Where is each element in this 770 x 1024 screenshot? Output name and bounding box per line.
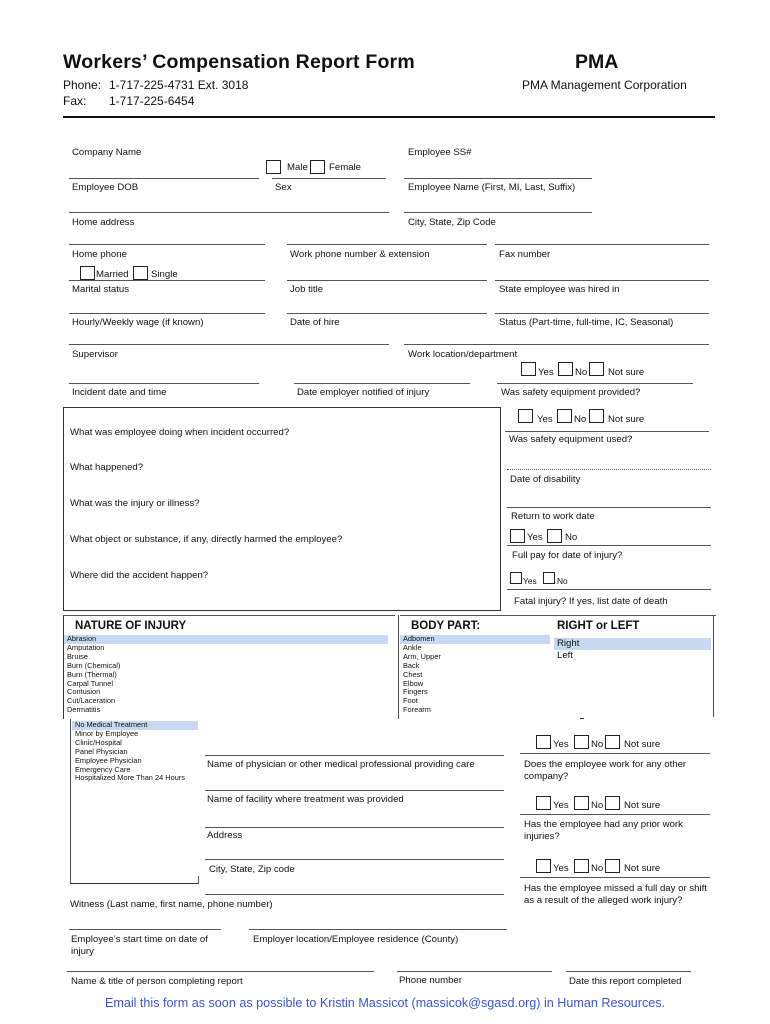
missed-no-checkbox[interactable] bbox=[574, 859, 589, 873]
body-part-option[interactable]: Chest bbox=[403, 669, 423, 679]
right-left-list[interactable] bbox=[554, 638, 711, 662]
body-part-list[interactable] bbox=[400, 635, 550, 715]
nature-option[interactable]: Bruise bbox=[67, 651, 88, 661]
label-date-notified: Date employer notified of injury bbox=[297, 387, 430, 398]
nature-of-injury-header: NATURE OF INJURY bbox=[75, 620, 187, 632]
work-other-yes-checkbox[interactable] bbox=[536, 735, 551, 749]
line-return-to-work[interactable] bbox=[507, 507, 711, 508]
label-safety-used: Was safety equipment used? bbox=[509, 434, 633, 445]
label-where: Where did the accident happen? bbox=[70, 570, 209, 581]
nature-option[interactable]: Dermatitis bbox=[67, 705, 101, 715]
line-home-address[interactable] bbox=[69, 244, 265, 245]
company-name-header: PMA Management Corporation bbox=[522, 78, 687, 92]
line-state-hired[interactable] bbox=[495, 313, 709, 314]
label-what-happened: What happened? bbox=[70, 462, 144, 473]
safety-provided-no-checkbox[interactable] bbox=[558, 362, 573, 376]
body-part-option[interactable]: Elbow bbox=[403, 678, 424, 688]
label-marital-status: Marital status bbox=[72, 284, 130, 295]
injury-table-divider bbox=[398, 615, 399, 719]
injury-table-top bbox=[63, 615, 395, 616]
phone-value: 1-717-225-4731 Ext. 3018 bbox=[109, 78, 249, 92]
fax-label: Fax: bbox=[63, 94, 87, 108]
label-single: Single bbox=[151, 269, 178, 280]
label-full-pay: Full pay for date of injury? bbox=[512, 550, 623, 561]
line-employee-ss[interactable] bbox=[404, 178, 592, 179]
label-city-state-zip-2: City, State, Zip code bbox=[209, 864, 295, 875]
female-checkbox[interactable] bbox=[310, 160, 325, 174]
line-city-state-zip[interactable] bbox=[287, 244, 487, 245]
missed-yes-checkbox[interactable] bbox=[536, 859, 551, 873]
label-completer: Name & title of person completing report bbox=[71, 976, 243, 987]
label-witness: Witness (Last name, first name, phone number) bbox=[70, 899, 273, 910]
line-completer[interactable] bbox=[67, 971, 374, 972]
body-part-option[interactable]: Fingers bbox=[403, 687, 428, 697]
nature-option[interactable]: Carpal Tunnel bbox=[67, 678, 114, 688]
line-date-disability[interactable] bbox=[507, 469, 711, 470]
label-prior-injuries: Has the employee had any prior work injuries? bbox=[524, 819, 683, 842]
label-company-name: Company Name bbox=[72, 147, 142, 158]
line-facility-name[interactable] bbox=[205, 827, 504, 828]
label-married: Married bbox=[96, 269, 129, 280]
safety-provided-notsure-checkbox[interactable] bbox=[589, 362, 604, 376]
label-fax-number: Fax number bbox=[499, 249, 551, 260]
treatment-option[interactable]: Employee Physician bbox=[75, 755, 142, 765]
body-part-option[interactable]: Foot bbox=[403, 696, 418, 706]
body-part-option[interactable]: Adbomen bbox=[400, 635, 550, 644]
label-supervisor: Supervisor bbox=[72, 349, 118, 360]
label-full-pay-yes: Yes bbox=[527, 532, 543, 543]
line-fax-top[interactable] bbox=[495, 244, 709, 245]
line-employee-dob[interactable] bbox=[69, 212, 389, 213]
line-safety-used[interactable] bbox=[505, 431, 709, 432]
line-witness-top[interactable] bbox=[205, 894, 504, 895]
label-work-other-no: No bbox=[591, 739, 604, 750]
label-start-time: Employee’s start time on date of injury bbox=[71, 934, 208, 957]
label-physician-name: Name of physician or other medical professional providing care bbox=[207, 759, 475, 770]
label-employee-dob: Employee DOB bbox=[72, 182, 139, 193]
treatment-list[interactable] bbox=[72, 721, 198, 783]
fax-value: 1-717-225-6454 bbox=[109, 94, 195, 108]
safety-used-yes-checkbox[interactable] bbox=[518, 409, 533, 423]
label-safety-provided-no: No bbox=[575, 367, 588, 378]
label-date-disability: Date of disability bbox=[510, 474, 581, 485]
nature-option[interactable]: Contusion bbox=[67, 687, 101, 697]
label-facility-name: Name of facility where treatment was provided bbox=[207, 794, 404, 805]
safety-used-no-checkbox[interactable] bbox=[557, 409, 572, 423]
label-home-phone: Home phone bbox=[72, 249, 127, 260]
line-wage[interactable] bbox=[69, 344, 389, 345]
body-part-option[interactable]: Forearm bbox=[403, 705, 431, 715]
treatment-option[interactable]: Hospitalized More Than 24 Hours bbox=[75, 773, 185, 783]
label-date-of-hire: Date of hire bbox=[290, 317, 340, 328]
fatal-no-checkbox[interactable] bbox=[543, 572, 555, 584]
label-female: Female bbox=[329, 162, 361, 173]
treatment-left-border bbox=[70, 719, 71, 884]
label-safety-provided-notsure: Not sure bbox=[608, 367, 645, 378]
label-missed-day: Has the employee missed a full day or shift as a result of the alleged work injury? bbox=[524, 883, 707, 906]
right-left-header: RIGHT or LEFT bbox=[557, 620, 640, 632]
prior-yes-checkbox[interactable] bbox=[536, 796, 551, 810]
label-work-other-yes: Yes bbox=[553, 739, 569, 750]
body-part-option[interactable]: Arm, Upper bbox=[403, 651, 441, 661]
label-object: What object or substance, if any, directly harmed the employee? bbox=[70, 534, 343, 545]
label-prior-no: No bbox=[591, 800, 604, 811]
line-witness[interactable] bbox=[69, 929, 221, 930]
line-supervisor[interactable] bbox=[69, 383, 259, 384]
prior-no-checkbox[interactable] bbox=[574, 796, 589, 810]
line-top-physician[interactable] bbox=[205, 755, 504, 756]
treatment-right-border bbox=[198, 876, 199, 884]
side-option[interactable]: Right bbox=[554, 638, 711, 650]
safety-used-notsure-checkbox[interactable] bbox=[589, 409, 604, 423]
label-work-phone: Work phone number & extension bbox=[290, 249, 430, 260]
line-marital[interactable] bbox=[69, 313, 265, 314]
line-full-pay[interactable] bbox=[507, 545, 711, 546]
treatment-option[interactable]: Panel Physician bbox=[75, 746, 128, 756]
label-work-other-notsure: Not sure bbox=[624, 739, 661, 750]
treatment-bottom-border bbox=[70, 883, 198, 884]
label-job-title: Job title bbox=[290, 284, 324, 295]
body-part-header: BODY PART: bbox=[411, 620, 481, 632]
line-address[interactable] bbox=[205, 859, 504, 860]
label-safety-provided: Was safety equipment provided? bbox=[501, 387, 641, 398]
label-employer-location: Employer location/Employee residence (County) bbox=[253, 934, 459, 945]
line-date-completed[interactable] bbox=[566, 971, 691, 972]
label-safety-used-yes: Yes bbox=[537, 414, 553, 425]
label-sex: Sex bbox=[275, 182, 292, 193]
label-work-location: Work location/department bbox=[408, 349, 518, 360]
side-option[interactable]: Left bbox=[557, 650, 574, 661]
prior-notsure-checkbox[interactable] bbox=[605, 796, 620, 810]
label-fatal-yes: Yes bbox=[523, 576, 537, 586]
label-employee-ss: Employee SS# bbox=[408, 147, 472, 158]
nature-option[interactable]: Abrasion bbox=[64, 635, 388, 644]
label-state-hired: State employee was hired in bbox=[499, 284, 620, 295]
label-employee-name: Employee Name (First, MI, Last, Suffix) bbox=[408, 182, 576, 193]
label-missed-no: No bbox=[591, 863, 604, 874]
label-address: Address bbox=[207, 830, 243, 841]
header-rule bbox=[63, 116, 715, 118]
line-missed[interactable] bbox=[520, 877, 710, 878]
line-work-location[interactable] bbox=[497, 383, 693, 384]
email-instruction: Email this form as soon as possible to Kristin Massicot (massicok@sgasd.org) in Human Resources. bbox=[104, 996, 666, 1010]
label-safety-used-no: No bbox=[574, 414, 587, 425]
treatment-option[interactable]: Minor by Employee bbox=[75, 728, 139, 738]
body-part-option[interactable]: Back bbox=[403, 660, 420, 670]
line-physician-name[interactable] bbox=[205, 790, 504, 791]
line-sex[interactable] bbox=[272, 178, 386, 179]
label-safety-used-notsure: Not sure bbox=[608, 414, 645, 425]
label-incident-date: Incident date and time bbox=[72, 387, 167, 398]
married-checkbox[interactable] bbox=[80, 266, 95, 280]
line-job-title[interactable] bbox=[287, 313, 487, 314]
treatment-option[interactable]: Emergency Care bbox=[75, 764, 131, 774]
label-male: Male bbox=[287, 162, 308, 173]
phone-label: Phone: bbox=[63, 78, 102, 92]
nature-option[interactable]: Amputation bbox=[67, 642, 105, 652]
single-checkbox[interactable] bbox=[133, 266, 148, 280]
injury-table-right-border bbox=[713, 615, 714, 717]
nature-of-injury-list[interactable] bbox=[64, 635, 388, 715]
body-part-option[interactable]: Ankle bbox=[403, 642, 422, 652]
nature-option[interactable]: Burn (Chemical) bbox=[67, 660, 121, 670]
label-prior-yes: Yes bbox=[553, 800, 569, 811]
line-home-phone[interactable] bbox=[69, 280, 265, 281]
injury-table-top-mid bbox=[400, 615, 716, 616]
line-status[interactable] bbox=[404, 344, 709, 345]
full-pay-no-checkbox[interactable] bbox=[547, 529, 562, 543]
nature-option[interactable]: Cut/Laceration bbox=[67, 696, 116, 706]
line-employee-name[interactable] bbox=[404, 212, 592, 213]
dropdown-tick bbox=[580, 718, 584, 719]
line-fax-number[interactable] bbox=[495, 280, 709, 281]
line-work-other[interactable] bbox=[520, 753, 710, 754]
line-incident-date[interactable] bbox=[294, 383, 470, 384]
label-wage: Hourly/Weekly wage (if known) bbox=[72, 317, 204, 328]
work-other-no-checkbox[interactable] bbox=[574, 735, 589, 749]
line-fatal[interactable] bbox=[507, 589, 711, 590]
label-doing: What was employee doing when incident occurred? bbox=[70, 427, 290, 438]
label-home-address: Home address bbox=[72, 217, 135, 228]
label-prior-notsure: Not sure bbox=[624, 800, 661, 811]
work-other-notsure-checkbox[interactable] bbox=[605, 735, 620, 749]
label-fatal: Fatal injury? If yes, list date of death bbox=[514, 596, 668, 607]
label-safety-provided-yes: Yes bbox=[538, 367, 554, 378]
nature-option[interactable]: Burn (Thermal) bbox=[67, 669, 117, 679]
line-prior[interactable] bbox=[520, 814, 710, 815]
label-injury: What was the injury or illness? bbox=[70, 498, 200, 509]
label-phone-number: Phone number bbox=[399, 975, 462, 986]
safety-provided-yes-checkbox[interactable] bbox=[521, 362, 536, 376]
label-status: Status (Part-time, full-time, IC, Seasonal) bbox=[499, 317, 674, 328]
missed-notsure-checkbox[interactable] bbox=[605, 859, 620, 873]
label-return-to-work: Return to work date bbox=[511, 511, 595, 522]
label-date-completed: Date this report completed bbox=[569, 976, 682, 987]
treatment-option[interactable]: Clinic/Hospital bbox=[75, 737, 122, 747]
label-work-other: Does the employee work for any other company? bbox=[524, 759, 687, 782]
label-missed-notsure: Not sure bbox=[624, 863, 661, 874]
form-title: Workers’ Compensation Report Form bbox=[63, 51, 415, 73]
line-work-phone[interactable] bbox=[287, 280, 487, 281]
line-employer-location-top[interactable] bbox=[249, 929, 507, 930]
male-checkbox[interactable] bbox=[266, 160, 281, 174]
treatment-option[interactable]: No Medical Treatment bbox=[72, 721, 198, 730]
line-company-name[interactable] bbox=[69, 178, 259, 179]
label-full-pay-no: No bbox=[565, 532, 578, 543]
full-pay-yes-checkbox[interactable] bbox=[510, 529, 525, 543]
label-city-state-zip: City, State, Zip Code bbox=[408, 217, 496, 228]
brand-title: PMA bbox=[575, 51, 619, 73]
label-fatal-no: No bbox=[557, 576, 568, 586]
fatal-yes-checkbox[interactable] bbox=[510, 572, 522, 584]
line-phone-number[interactable] bbox=[397, 971, 552, 972]
label-missed-yes: Yes bbox=[553, 863, 569, 874]
